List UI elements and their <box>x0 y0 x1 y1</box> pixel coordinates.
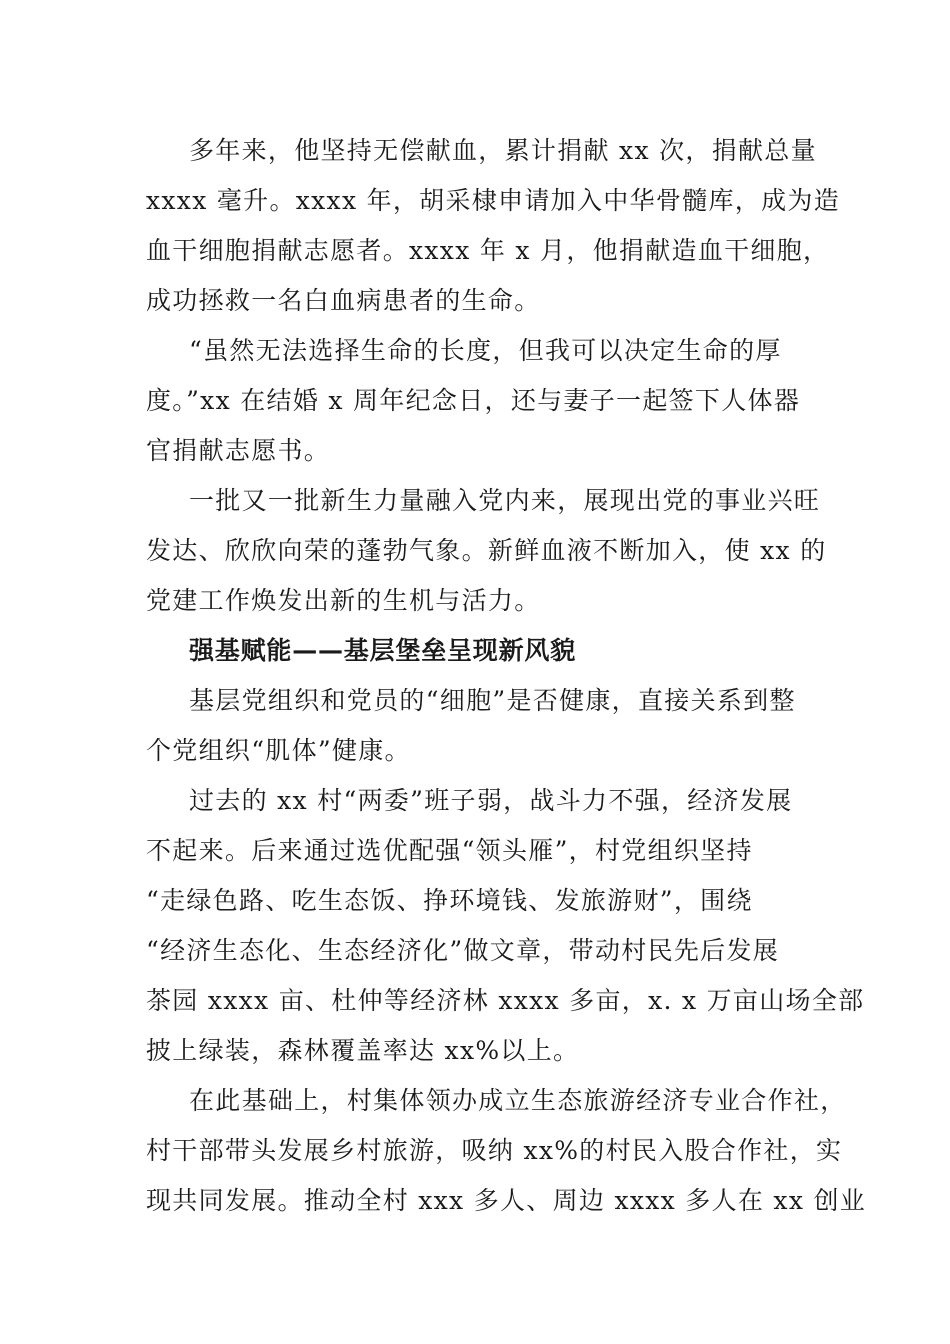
paragraph-line: 过去的 xx 村“两委”班子弱，战斗力不强，经济发展 <box>189 786 793 815</box>
paragraph-line: 党建工作焕发出新的生机与活力。 <box>146 586 541 615</box>
section-heading: 强基赋能——基层堡垒呈现新风貌 <box>189 636 577 665</box>
paragraph-line: 在此基础上，村集体领办成立生态旅游经济专业合作社， <box>189 1086 847 1115</box>
paragraph-line: “经济生态化、生态经济化”做文章，带动村民先后发展 <box>146 936 780 965</box>
paragraph-line: xxxx 毫升。xxxx 年，胡采棣申请加入中华骨髓库，成为造 <box>146 186 840 215</box>
paragraph-line: 现共同发展。推动全村 xxx 多人、周边 xxxx 多人在 xx 创业 <box>146 1186 867 1215</box>
paragraph-line: 披上绿装，森林覆盖率达 xx%以上。 <box>146 1036 580 1065</box>
paragraph-line: 茶园 xxxx 亩、杜仲等经济林 xxxx 多亩，x. x 万亩山场全部 <box>146 986 865 1015</box>
paragraph-line: “走绿色路、吃生态饭、挣环境钱、发旅游财”，围绕 <box>146 886 753 915</box>
paragraph-line: 成功拯救一名白血病患者的生命。 <box>146 286 541 315</box>
paragraph-line: 血干细胞捐献志愿者。xxxx 年 x 月，他捐献造血干细胞， <box>146 236 830 265</box>
paragraph-line: 官捐献志愿书。 <box>146 436 331 465</box>
paragraph-line: “虽然无法选择生命的长度，但我可以决定生命的厚 <box>189 336 782 365</box>
paragraph-line: 基层党组织和党员的“细胞”是否健康，直接关系到整 <box>189 686 796 715</box>
paragraph-line: 多年来，他坚持无偿献血，累计捐献 xx 次，捐献总量 <box>189 136 817 165</box>
paragraph-line: 村干部带头发展乡村旅游，吸纳 xx%的村民入股合作社，实 <box>146 1136 843 1165</box>
paragraph-line: 发达、欣欣向荣的蓬勃气象。新鲜血液不断加入，使 xx 的 <box>146 536 827 565</box>
paragraph-line: 度。”xx 在结婚 x 周年纪念日，还与妻子一起签下人体器 <box>146 386 801 415</box>
paragraph-line: 不起来。后来通过选优配强“领头雁”，村党组织坚持 <box>146 836 753 865</box>
paragraph-line: 个党组织“肌体”健康。 <box>146 736 411 765</box>
paragraph-line: 一批又一批新生力量融入党内来，展现出党的事业兴旺 <box>189 486 821 515</box>
